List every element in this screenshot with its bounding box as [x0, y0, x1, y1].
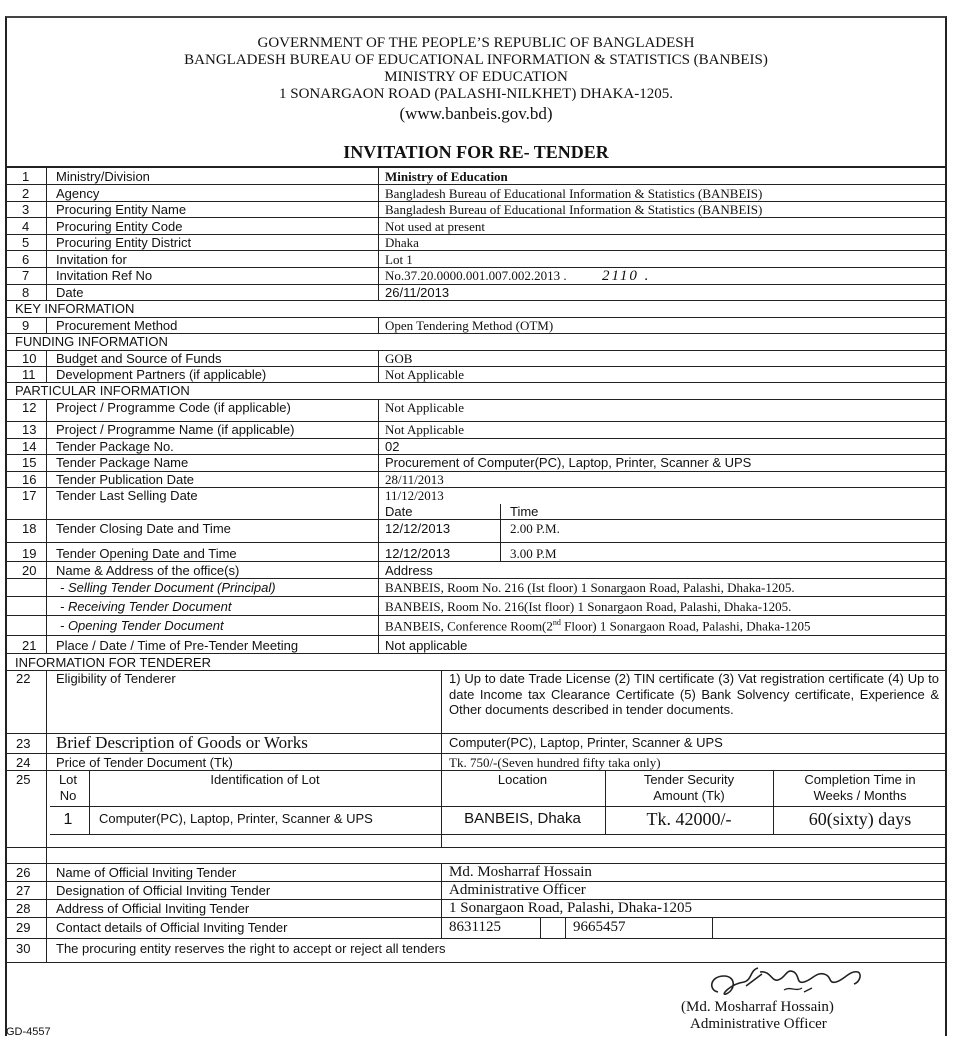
- lot-header-1: Lot: [58, 772, 78, 787]
- table-rule-h: [6, 596, 947, 597]
- table-rule-h: [6, 250, 947, 251]
- row-value: GOB: [385, 351, 413, 366]
- row-29-label: Contact details of Official Inviting Tender: [56, 920, 288, 935]
- row-number: 8: [22, 285, 30, 300]
- row-label: Procuring Entity Code: [56, 219, 183, 234]
- table-rule-h: [6, 635, 947, 636]
- row-number: 3: [22, 202, 30, 217]
- lot-security-amount: Tk. 42000/-: [646, 809, 732, 829]
- table-rule-v: [378, 317, 379, 333]
- row-label: Procuring Entity Name: [56, 202, 187, 217]
- row-label: Tender Last Selling Date: [56, 488, 198, 503]
- official-row-number: 26: [16, 865, 31, 880]
- row-value: Ministry of Education: [385, 169, 508, 184]
- row-label: Development Partners (if applicable): [56, 367, 267, 382]
- row-24-label: Price of Tender Document (Tk): [56, 755, 233, 770]
- row-value: Dhaka: [385, 235, 419, 250]
- row-24-number: 24: [16, 755, 31, 770]
- row-19-number: 19: [22, 546, 37, 561]
- row-30-number: 30: [16, 941, 31, 956]
- row-value: 26/11/2013: [385, 285, 450, 300]
- row-label: Ministry/Division: [56, 169, 150, 184]
- official-row-number: 27: [16, 883, 31, 898]
- table-rule-v: [46, 670, 47, 962]
- lot-number: 1: [63, 811, 73, 828]
- row-value: Open Tendering Method (OTM): [385, 318, 554, 333]
- row-number: 11: [22, 367, 36, 382]
- eligibility-text: 1) Up to date Trade License (2) TIN certificate (3) Vat registration certificate (4) Up to date Income tax Clearance Certificate (5) Bank Solvency certificate, Experience & Other documents described in tender documents.: [449, 671, 939, 718]
- table-rule-v: [540, 917, 541, 938]
- footer-code: GD-4557: [6, 1026, 51, 1038]
- table-rule-h: [6, 653, 947, 654]
- ident-header: Identification of Lot: [210, 772, 320, 787]
- lot-identification: Computer(PC), Laptop, Printer, Scanner & UPS: [99, 811, 373, 826]
- row-number: 2: [22, 186, 30, 201]
- row-22-label: Eligibility of Tenderer: [56, 671, 176, 686]
- contact-phone-1: 8631125: [449, 919, 501, 935]
- time-header: Time: [510, 504, 539, 519]
- row-23-number: 23: [16, 736, 31, 751]
- page-title: INVITATION FOR RE- TENDER: [343, 142, 609, 162]
- row-label: Tender Package Name: [56, 455, 189, 470]
- closing-date: 12/12/2013: [385, 521, 451, 536]
- row-label: Project / Programme Code (if applicable): [56, 400, 291, 415]
- row-22-number: 22: [16, 671, 31, 686]
- completion-header-2: Weeks / Months: [813, 788, 907, 803]
- row-label: Agency: [56, 186, 100, 201]
- official-row-value: Administrative Officer: [449, 882, 586, 898]
- table-rule-v: [46, 399, 47, 654]
- table-rule-h: [6, 753, 947, 754]
- row-20-label: Name & Address of the office(s): [56, 563, 240, 578]
- table-rule-h: [6, 917, 947, 918]
- table-rule-h: [6, 561, 947, 562]
- official-row-label: Name of Official Inviting Tender: [56, 865, 237, 880]
- row-label: Procuring Entity District: [56, 235, 192, 250]
- handwritten-ref-number: 2110 .: [602, 268, 651, 284]
- row-18-number: 18: [22, 521, 37, 536]
- row-value: Not Applicable: [385, 367, 465, 382]
- row-30-label: The procuring entity reserves the right to accept or reject all tenders: [56, 941, 446, 956]
- location-header: Location: [497, 772, 548, 787]
- security-header-1: Tender Security: [643, 772, 735, 787]
- row-value: 11/12/2013: [385, 488, 444, 503]
- header-website: (www.banbeis.gov.bd): [399, 104, 553, 123]
- table-rule-h: [6, 542, 947, 543]
- section-key-information: KEY INFORMATION: [15, 301, 135, 316]
- row-label: Procurement Method: [56, 318, 178, 333]
- opening-doc-label: - Opening Tender Document: [60, 618, 224, 633]
- row-number: 7: [22, 268, 30, 283]
- section-tenderer-information: INFORMATION FOR TENDERER: [15, 655, 211, 670]
- row-label: Date: [56, 285, 84, 300]
- row-label: Invitation for: [56, 252, 127, 267]
- official-row-number: 28: [16, 901, 31, 916]
- table-rule-h: [6, 847, 947, 848]
- security-header-2: Amount (Tk): [653, 788, 725, 803]
- table-rule-v: [378, 399, 379, 654]
- selling-doc-address: BANBEIS, Room No. 216 (Ist floor) 1 Sonargaon Road, Palashi, Dhaka-1205.: [385, 580, 795, 595]
- row-21-number: 21: [22, 638, 37, 653]
- row-label: Project / Programme Name (if applicable): [56, 422, 295, 437]
- completion-header-1: Completion Time in: [804, 772, 916, 787]
- section-particular-information: PARTICULAR INFORMATION: [15, 383, 190, 398]
- row-25-number: 25: [16, 772, 31, 787]
- row-value: Not Applicable: [385, 400, 465, 415]
- signatory-designation: Administrative Officer: [690, 1016, 827, 1032]
- row-number: 16: [22, 472, 37, 487]
- row-value: Procurement of Computer(PC), Laptop, Printer, Scanner & UPS: [385, 455, 752, 470]
- row-value: Bangladesh Bureau of Educational Information & Statistics (BANBEIS): [385, 186, 763, 201]
- signatory-name: (Md. Mosharraf Hossain): [681, 999, 834, 1015]
- table-rule-v: [712, 917, 713, 938]
- table-rule-v: [46, 350, 47, 382]
- table-rule-h: [6, 615, 947, 616]
- row-number: 5: [22, 235, 30, 250]
- lot-location: BANBEIS, Dhaka: [464, 810, 581, 827]
- table-rule-h: [6, 166, 947, 167]
- row-value: Not used at present: [385, 219, 486, 234]
- row-number: 10: [22, 351, 37, 366]
- table-rule-v: [500, 504, 501, 561]
- table-rule-h: [50, 806, 947, 807]
- header-line-1: GOVERNMENT OF THE PEOPLE’S REPUBLIC OF BANGLADESH: [257, 35, 695, 51]
- table-rule-v: [565, 917, 566, 938]
- table-rule-h: [6, 938, 947, 939]
- opening-time: 3.00 P.M: [510, 546, 557, 561]
- row-label: Budget and Source of Funds: [56, 351, 222, 366]
- row-21-label: Place / Date / Time of Pre-Tender Meeting: [56, 638, 299, 653]
- official-row-label: Designation of Official Inviting Tender: [56, 883, 271, 898]
- contact-phone-2: 9665457: [573, 919, 626, 935]
- table-rule-h: [6, 578, 947, 579]
- row-value: Lot 1: [385, 252, 413, 267]
- table-rule-v: [46, 167, 47, 300]
- selling-doc-label: - Selling Tender Document (Principal): [60, 580, 276, 595]
- header-line-3: MINISTRY OF EDUCATION: [384, 69, 568, 85]
- row-number: 15: [22, 455, 37, 470]
- row-value: Bangladesh Bureau of Educational Information & Statistics (BANBEIS): [385, 202, 763, 217]
- address-header: Address: [385, 563, 433, 578]
- row-label: Tender Publication Date: [56, 472, 195, 487]
- row-value: Not Applicable: [385, 422, 465, 437]
- official-row-value: 1 Sonargaon Road, Palashi, Dhaka-1205: [449, 900, 693, 916]
- official-row-value: Md. Mosharraf Hossain: [449, 864, 592, 880]
- table-rule-v: [378, 167, 379, 300]
- official-row-label: Address of Official Inviting Tender: [56, 901, 250, 916]
- date-header: Date: [385, 504, 413, 519]
- row-21-value: Not applicable: [385, 638, 468, 653]
- table-rule-v: [46, 317, 47, 333]
- row-value: 28/11/2013: [385, 472, 444, 487]
- section-funding-information: FUNDING INFORMATION: [15, 334, 168, 349]
- table-rule-v: [378, 350, 379, 382]
- header-line-4: 1 SONARGAON ROAD (PALASHI-NILKHET) DHAKA-1205.: [278, 86, 673, 102]
- lot-completion-time: 60(sixty) days: [808, 809, 912, 829]
- table-rule-v: [441, 863, 442, 938]
- row-19-label: Tender Opening Date and Time: [56, 546, 237, 561]
- row-number: 4: [22, 219, 30, 234]
- row-29-number: 29: [16, 920, 31, 935]
- row-20-number: 20: [22, 563, 37, 578]
- table-rule-h: [50, 834, 947, 835]
- row-number: 17: [22, 488, 37, 503]
- table-rule-h: [6, 167, 947, 168]
- opening-date: 12/12/2013: [385, 546, 451, 561]
- row-number: 6: [22, 252, 30, 267]
- table-rule-h: [6, 519, 947, 520]
- row-23-label: Brief Description of Goods or Works: [56, 733, 308, 752]
- row-18-label: Tender Closing Date and Time: [56, 521, 231, 536]
- row-number: 1: [22, 169, 30, 184]
- row-value: 02: [385, 439, 400, 454]
- row-number: 14: [22, 439, 37, 454]
- row-label: Tender Package No.: [56, 439, 174, 454]
- row-number: 12: [22, 400, 37, 415]
- row-number: 9: [22, 318, 30, 333]
- row-value: No.37.20.0000.001.007.002.2013 .: [385, 268, 567, 283]
- header-line-2: BANGLADESH BUREAU OF EDUCATIONAL INFORMATION & STATISTICS (BANBEIS): [184, 52, 768, 68]
- receiving-doc-address: BANBEIS, Room No. 216(Ist floor) 1 Sonargaon Road, Palashi, Dhaka-1205.: [385, 599, 792, 614]
- table-rule-h: [6, 300, 947, 301]
- row-label: Invitation Ref No: [56, 268, 153, 283]
- table-rule-h: [6, 284, 947, 285]
- row-number: 13: [22, 422, 37, 437]
- row-23-value: Computer(PC), Laptop, Printer, Scanner & UPS: [449, 735, 723, 750]
- receiving-doc-label: - Receiving Tender Document: [60, 599, 232, 614]
- opening-doc-address: BANBEIS, Conference Room(2nd Floor) 1 Sonargaon Road, Palashi, Dhaka-1205: [385, 618, 811, 634]
- closing-time: 2.00 P.M.: [510, 521, 560, 536]
- row-24-value: Tk. 750/-(Seven hundred fifty taka only): [449, 755, 661, 770]
- lot-header-2: No: [59, 788, 77, 803]
